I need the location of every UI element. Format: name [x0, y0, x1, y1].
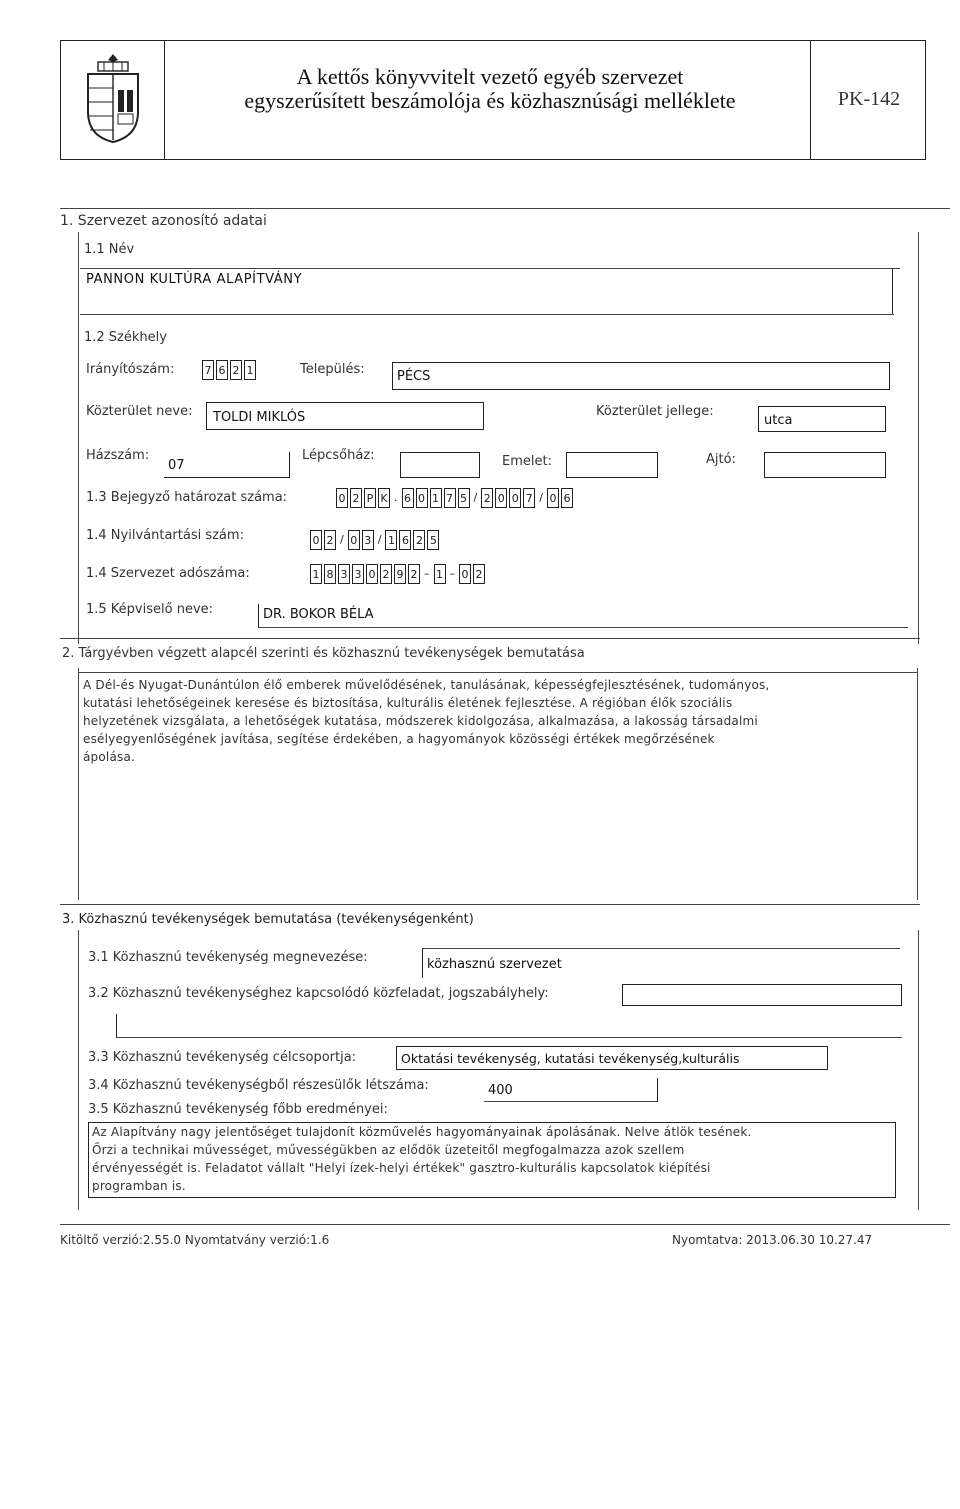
results-label: 3.5 Közhasznú tevékenység főbb eredményei:	[88, 1102, 388, 1117]
city-value: PÉCS	[397, 369, 431, 384]
section2-heading: 2. Tárgyévben végzett alapcél szerinti és közhasznú tevékenységek bemutatása	[62, 646, 585, 661]
registry-digit: 0	[416, 488, 428, 508]
activity-name-field[interactable]	[422, 948, 900, 978]
participants-field[interactable]	[484, 1078, 658, 1102]
registry-digit: 0	[547, 488, 559, 508]
section3-heading: 3. Közhasznú tevékenységek bemutatása (tevékenységenként)	[62, 912, 474, 927]
name-field-top	[80, 268, 900, 269]
print-timestamp: Nyomtatva: 2013.06.30 10.27.47	[672, 1233, 873, 1247]
reg-digit: 6	[399, 530, 411, 550]
section3-left-rule	[78, 930, 79, 1210]
name-value[interactable]: PANNON KULTÚRA ALAPÍTVÁNY	[86, 272, 303, 287]
zip-digits[interactable]	[202, 360, 258, 380]
registry-digit: 6	[402, 488, 414, 508]
tax-digit: 3	[338, 564, 350, 584]
activity-name-label: 3.1 Közhasznú tevékenység megnevezése:	[88, 950, 368, 965]
stair-label: Lépcsőház:	[302, 448, 375, 463]
reg-digit: 1	[385, 530, 397, 550]
registry-digit: 6	[561, 488, 573, 508]
tax-digit: 3	[352, 564, 364, 584]
representative-label: 1.5 Képviselő neve:	[86, 602, 214, 617]
registry-digit: P	[364, 488, 376, 508]
stair-field[interactable]	[400, 452, 480, 478]
street-type-label: Közterület jellege:	[596, 404, 714, 419]
tax-digit: 0	[366, 564, 378, 584]
registration-number-label: 1.4 Nyilvántartási szám:	[86, 528, 244, 543]
public-task-label: 3.2 Közhasznú tevékenységhez kapcsolódó közfeladat, jogszabályhely:	[88, 986, 549, 1001]
tax-number-digits[interactable]: 1 8 3 3 0 2 9 2 – 1 – 0 2	[310, 564, 487, 584]
registry-decision-label: 1.3 Bejegyző határozat száma:	[86, 490, 288, 505]
header-divider-right	[810, 40, 811, 160]
registry-digit: K	[378, 488, 390, 508]
target-group-value: Oktatási tevékenység, kutatási tevékenység,kulturális	[401, 1051, 740, 1066]
activities-line: kutatási lehetőségeinek keresése és biztosítása, kulturális életének fejlesztése. A régióban élők szociális	[83, 696, 733, 710]
public-task-field-right[interactable]	[622, 984, 902, 1006]
reg-digit: 3	[362, 530, 374, 550]
zip-digit: 2	[230, 360, 242, 380]
activity-name-value: közhasznú szervezet	[427, 957, 562, 972]
floor-field[interactable]	[566, 452, 658, 478]
activities-top-rule	[79, 672, 917, 673]
zip-digit: 6	[216, 360, 228, 380]
participants-value: 400	[488, 1083, 513, 1098]
seat-label: 1.2 Székhely	[84, 330, 167, 345]
registry-digit: 1	[430, 488, 442, 508]
section1-heading: 1. Szervezet azonosító adatai	[60, 213, 267, 229]
representative-field[interactable]	[258, 604, 908, 628]
street-name-field[interactable]	[206, 402, 484, 430]
city-label: Település:	[300, 362, 365, 377]
street-type-field[interactable]	[758, 406, 886, 432]
reg-digit: 5	[427, 530, 439, 550]
house-number-value: 07	[168, 458, 185, 473]
results-field[interactable]	[88, 1122, 896, 1198]
reg-digit: 0	[348, 530, 360, 550]
results-line: érvényességét is. Feladatot vállalt "Helyi ízek-helyi értékek" gasztro-kulturális kapcsolatok kiépítési	[92, 1161, 711, 1175]
registry-digit: 7	[523, 488, 535, 508]
registry-decision-digits[interactable]: 0 2 P K . 6 0 1 7 5 / 2 0 0 7 / 0 6	[336, 488, 575, 508]
tax-digit: 2	[408, 564, 420, 584]
tax-number-label: 1.4 Szervezet adószáma:	[86, 566, 250, 581]
form-title-line1: A kettős könyvvitelt vezető egyéb szervezet	[296, 64, 684, 89]
representative-value: DR. BOKOR BÉLA	[263, 607, 374, 622]
tax-digit: 0	[459, 564, 471, 584]
house-number-field[interactable]	[164, 452, 290, 478]
section3-top-rule	[60, 904, 920, 905]
tax-digit: 9	[394, 564, 406, 584]
house-number-label: Házszám:	[86, 448, 150, 463]
reg-digit: 2	[324, 530, 336, 550]
target-group-label: 3.3 Közhasznú tevékenység célcsoportja:	[88, 1050, 357, 1065]
activities-line: esélyegyenlőségének javítása, segítése érdekében, a hagyományok közösségi értékek megőrzésének	[83, 732, 715, 746]
registry-digit: 2	[350, 488, 362, 508]
door-label: Ajtó:	[706, 452, 736, 467]
tax-digit: 1	[434, 564, 446, 584]
reg-digit: 2	[413, 530, 425, 550]
floor-label: Emelet:	[502, 454, 552, 469]
city-field[interactable]	[392, 362, 890, 390]
tax-digit: 2	[380, 564, 392, 584]
zip-digit: 1	[244, 360, 256, 380]
name-field-right	[892, 268, 893, 314]
street-type-value: utca	[764, 413, 793, 428]
street-name-label: Közterület neve:	[86, 404, 193, 419]
activities-line: ápolása.	[83, 750, 136, 764]
name-field-bottom	[80, 314, 894, 315]
public-task-field[interactable]	[116, 1014, 902, 1038]
section2-top-rule	[60, 638, 920, 639]
registry-digit: 0	[495, 488, 507, 508]
header-divider-left	[164, 40, 165, 160]
software-version: Kitöltő verzió:2.55.0 Nyomtatvány verzió:1.6	[60, 1233, 330, 1247]
footer-rule	[60, 1224, 950, 1225]
registry-digit: 0	[336, 488, 348, 508]
results-line: Őrzi a technikai művességet, művességükben az elődök üzeteitől megfogalmazza azok szellem	[92, 1143, 685, 1157]
tax-digit: 1	[310, 564, 322, 584]
form-code: PK-142	[837, 88, 901, 110]
zip-digit: 7	[202, 360, 214, 380]
activities-line: A Dél-és Nyugat-Dunántúlon élő emberek művelődésének, tanulásának, képességfejlesztésének, tudományos,	[83, 678, 770, 692]
zip-label: Irányítószám:	[86, 362, 175, 377]
door-field[interactable]	[764, 452, 886, 478]
street-name-value: TOLDI MIKLÓS	[213, 410, 306, 425]
section1-right-rule	[918, 232, 919, 644]
results-line: programban is.	[92, 1179, 186, 1193]
name-label: 1.1 Név	[84, 242, 135, 257]
reg-digit: 0	[310, 530, 322, 550]
registry-digit: 0	[509, 488, 521, 508]
section3-right-rule	[918, 930, 919, 1210]
activities-line: helyzetének vizsgálata, a lehetőségek kutatása, módszerek kidolgozása, alkalmazása, a lakosság társadalmi	[83, 714, 758, 728]
registry-digit: 5	[458, 488, 470, 508]
section1-left-rule	[78, 232, 79, 644]
tax-digit: 2	[473, 564, 485, 584]
participants-label: 3.4 Közhasznú tevékenységből részesülők létszáma:	[88, 1078, 429, 1093]
target-group-field[interactable]	[396, 1046, 828, 1070]
registration-number-digits[interactable]: 0 2 / 0 3 / 1 6 2 5	[310, 530, 441, 550]
results-line: Az Alapítvány nagy jelentőséget tulajdonít közművelés hagyományainak ápolásának. Nelve átlök tesének.	[92, 1125, 752, 1139]
tax-digit: 8	[324, 564, 336, 584]
form-title-line2: egyszerűsített beszámolója és közhasznúsági melléklete	[244, 88, 736, 113]
registry-digit: 2	[481, 488, 493, 508]
section1-top-rule	[60, 208, 950, 209]
coat-of-arms-icon	[80, 50, 146, 146]
activities-text-block[interactable]	[78, 668, 918, 900]
registry-digit: 7	[444, 488, 456, 508]
